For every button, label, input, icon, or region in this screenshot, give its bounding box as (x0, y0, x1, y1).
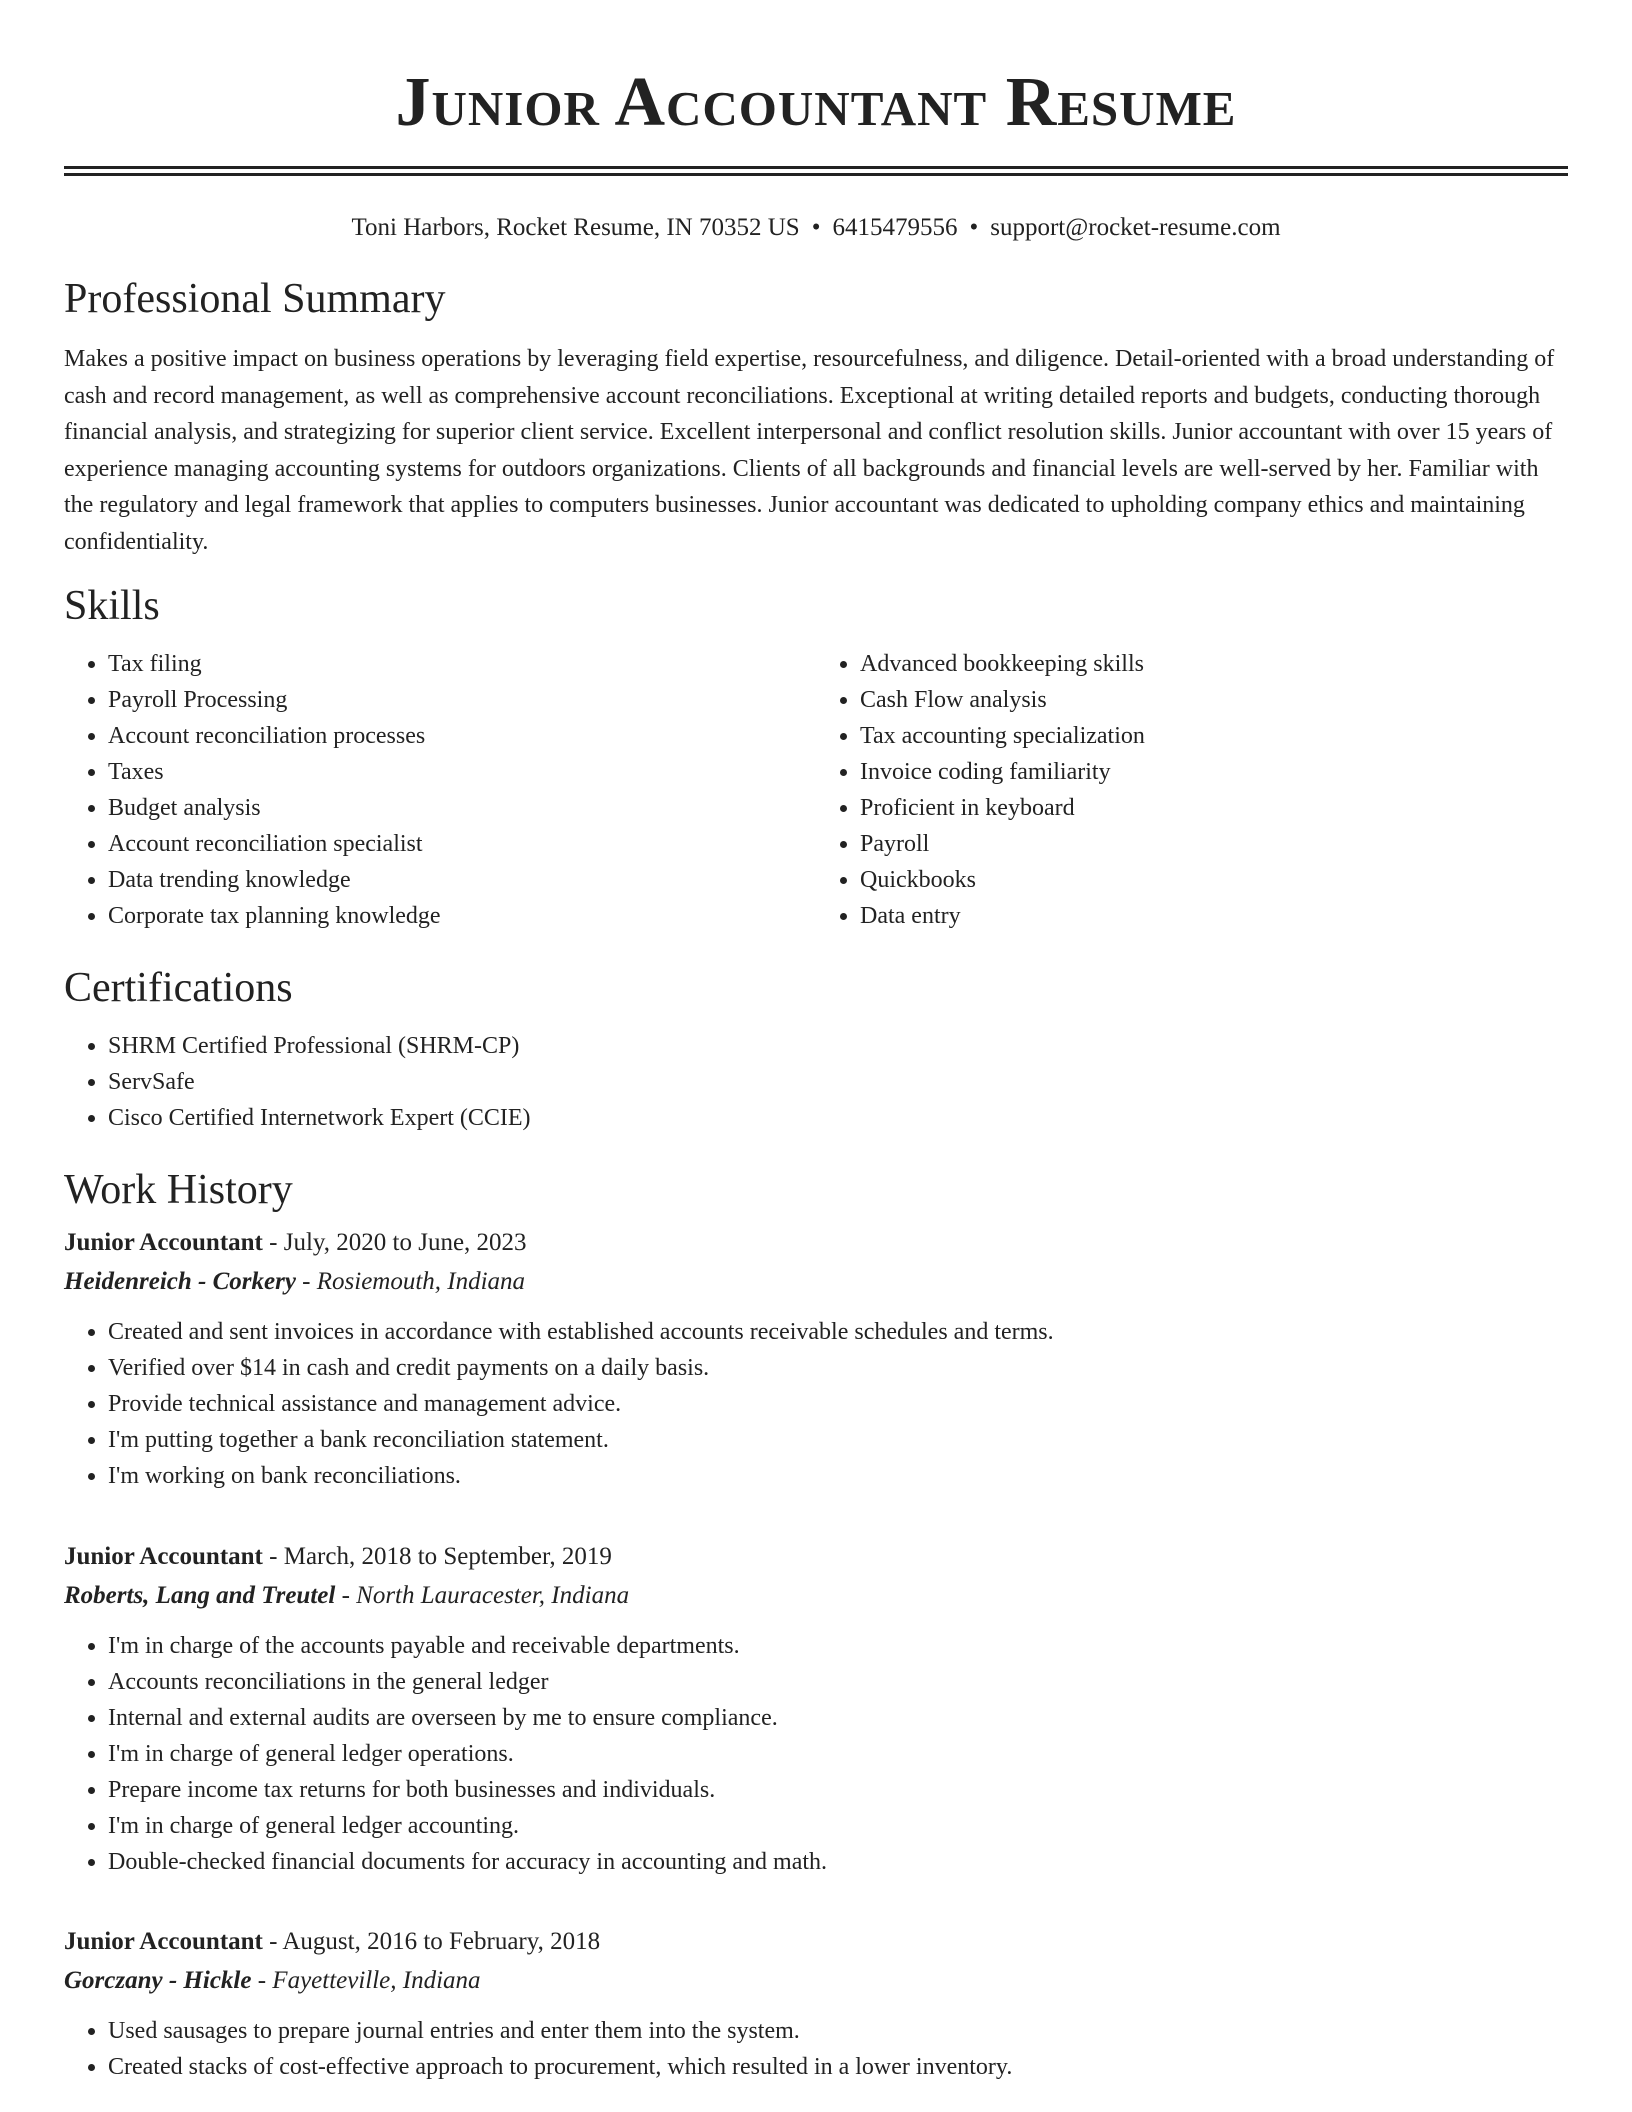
list-item: • I'm in charge of general ledger operations. (108, 1736, 1568, 1772)
skills-section (64, 580, 1568, 934)
list-item: • Data entry (860, 898, 1568, 934)
list-item: • I'm in charge of general ledger accounting. (108, 1808, 1568, 1844)
title-double-rule (64, 166, 1568, 176)
resume-title: Junior Accountant Resume (395, 64, 1237, 141)
summary-section (64, 273, 1568, 560)
list-item: • Account reconciliation processes (108, 718, 816, 754)
job-title: Junior Accountant (64, 1928, 263, 1955)
skills-columns (64, 646, 1568, 934)
job-dates: - July, 2020 to June, 2023 (269, 1229, 527, 1256)
contact-email[interactable]: support@rocket-resume.com (990, 214, 1281, 241)
company-location: - Fayetteville, Indiana (257, 1967, 481, 1994)
list-item: • Quickbooks (860, 862, 1568, 898)
list-item: • Prepare income tax returns for both businesses and individuals. (108, 1772, 1568, 1808)
job-entry (64, 1538, 1568, 1880)
list-item: • I'm in charge of the accounts payable and receivable departments. (108, 1628, 1568, 1664)
resume-content (64, 0, 1568, 2085)
list-item: • Tax accounting specialization (860, 718, 1568, 754)
job-entry (64, 1224, 1568, 1494)
list-item: • SHRM Certified Professional (SHRM-CP) (108, 1028, 1568, 1064)
list-item: • Payroll Processing (108, 682, 816, 718)
job-title: Junior Accountant (64, 1229, 263, 1256)
list-item: • Data trending knowledge (108, 862, 816, 898)
company-name: Roberts, Lang and Treutel (64, 1582, 336, 1609)
job-title-line (64, 1923, 1568, 1961)
skills-heading: Skills (64, 583, 160, 629)
certifications-list (64, 1028, 1568, 1136)
list-item: • Tax filing (108, 646, 816, 682)
list-item: • Corporate tax planning knowledge (108, 898, 816, 934)
contact-phone[interactable]: 6415479556 (832, 214, 958, 241)
list-item: • Payroll (860, 826, 1568, 862)
list-item: • Account reconciliation specialist (108, 826, 816, 862)
job-bullets (64, 1314, 1568, 1494)
contact-separator: • (811, 214, 821, 241)
list-item: • I'm putting together a bank reconciliation statement. (108, 1422, 1568, 1458)
contact-address: Toni Harbors, Rocket Resume, IN 70352 US (351, 214, 800, 241)
skills-left-list (64, 646, 816, 934)
company-name: Heidenreich - Corkery (64, 1268, 296, 1295)
list-item: • Provide technical assistance and management advice. (108, 1386, 1568, 1422)
certifications-section (64, 962, 1568, 1136)
list-item: • Taxes (108, 754, 816, 790)
list-item: • ServSafe (108, 1064, 1568, 1100)
summary-text: Makes a positive impact on business operations by leveraging field expertise, resourcefulness, and diligence. Detail-oriented with a broad understanding of cash and record management, as well as comprehensive account reconciliations. Exceptional at writing detailed reports and budgets, conducting thorough financial analysis, and strategizing for superior client service. Excellent interpersonal and conflict resolution skills. Junior accountant with over 15 years of experience managing accounting systems for outdoors organizations. Clients of all backgrounds and financial levels are well-served by her. Familiar with the regulatory and legal framework that applies to computers businesses. Junior accountant was dedicated to upholding company ethics and maintaining confidentiality. (64, 346, 1555, 555)
job-dates: - August, 2016 to February, 2018 (269, 1928, 601, 1955)
list-item: • I'm working on bank reconciliations. (108, 1458, 1568, 1494)
list-item: • Used sausages to prepare journal entries and enter them into the system. (108, 2013, 1568, 2049)
list-item: • Internal and external audits are overseen by me to ensure compliance. (108, 1700, 1568, 1736)
list-item: • Invoice coding familiarity (860, 754, 1568, 790)
company-name: Gorczany - Hickle (64, 1967, 252, 1994)
jobs-container (64, 1224, 1568, 2085)
list-item: • Advanced bookkeeping skills (860, 646, 1568, 682)
company-line (64, 1262, 1568, 1302)
job-title-line (64, 1538, 1568, 1576)
list-item: • Cash Flow analysis (860, 682, 1568, 718)
list-item: • Cisco Certified Internetwork Expert (CCIE) (108, 1100, 1568, 1136)
job-bullets (64, 1628, 1568, 1880)
list-item: • Accounts reconciliations in the general ledger (108, 1664, 1568, 1700)
list-item: • Verified over $14 in cash and credit payments on a daily basis. (108, 1350, 1568, 1386)
company-line (64, 1576, 1568, 1616)
job-title: Junior Accountant (64, 1543, 263, 1570)
job-entry (64, 1923, 1568, 2085)
company-location: - North Lauracester, Indiana (341, 1582, 630, 1609)
list-item: • Budget analysis (108, 790, 816, 826)
company-location: - Rosiemouth, Indiana (302, 1268, 526, 1295)
list-item: • Created stacks of cost-effective approach to procurement, which resulted in a lower inventory. (108, 2049, 1568, 2085)
work-heading: Work History (64, 1167, 293, 1213)
job-dates: - March, 2018 to September, 2019 (269, 1543, 612, 1570)
work-section (64, 1164, 1568, 2085)
skills-right-list (816, 646, 1568, 934)
certifications-heading: Certifications (64, 965, 293, 1011)
contact-line (64, 212, 1568, 244)
job-title-line (64, 1224, 1568, 1262)
list-item: • Created and sent invoices in accordance with established accounts receivable schedules and terms. (108, 1314, 1568, 1350)
summary-heading: Professional Summary (64, 276, 446, 322)
contact-separator: • (969, 214, 979, 241)
company-line (64, 1961, 1568, 2001)
job-bullets (64, 2013, 1568, 2085)
list-item: • Proficient in keyboard (860, 790, 1568, 826)
list-item: • Double-checked financial documents for accuracy in accounting and math. (108, 1844, 1568, 1880)
